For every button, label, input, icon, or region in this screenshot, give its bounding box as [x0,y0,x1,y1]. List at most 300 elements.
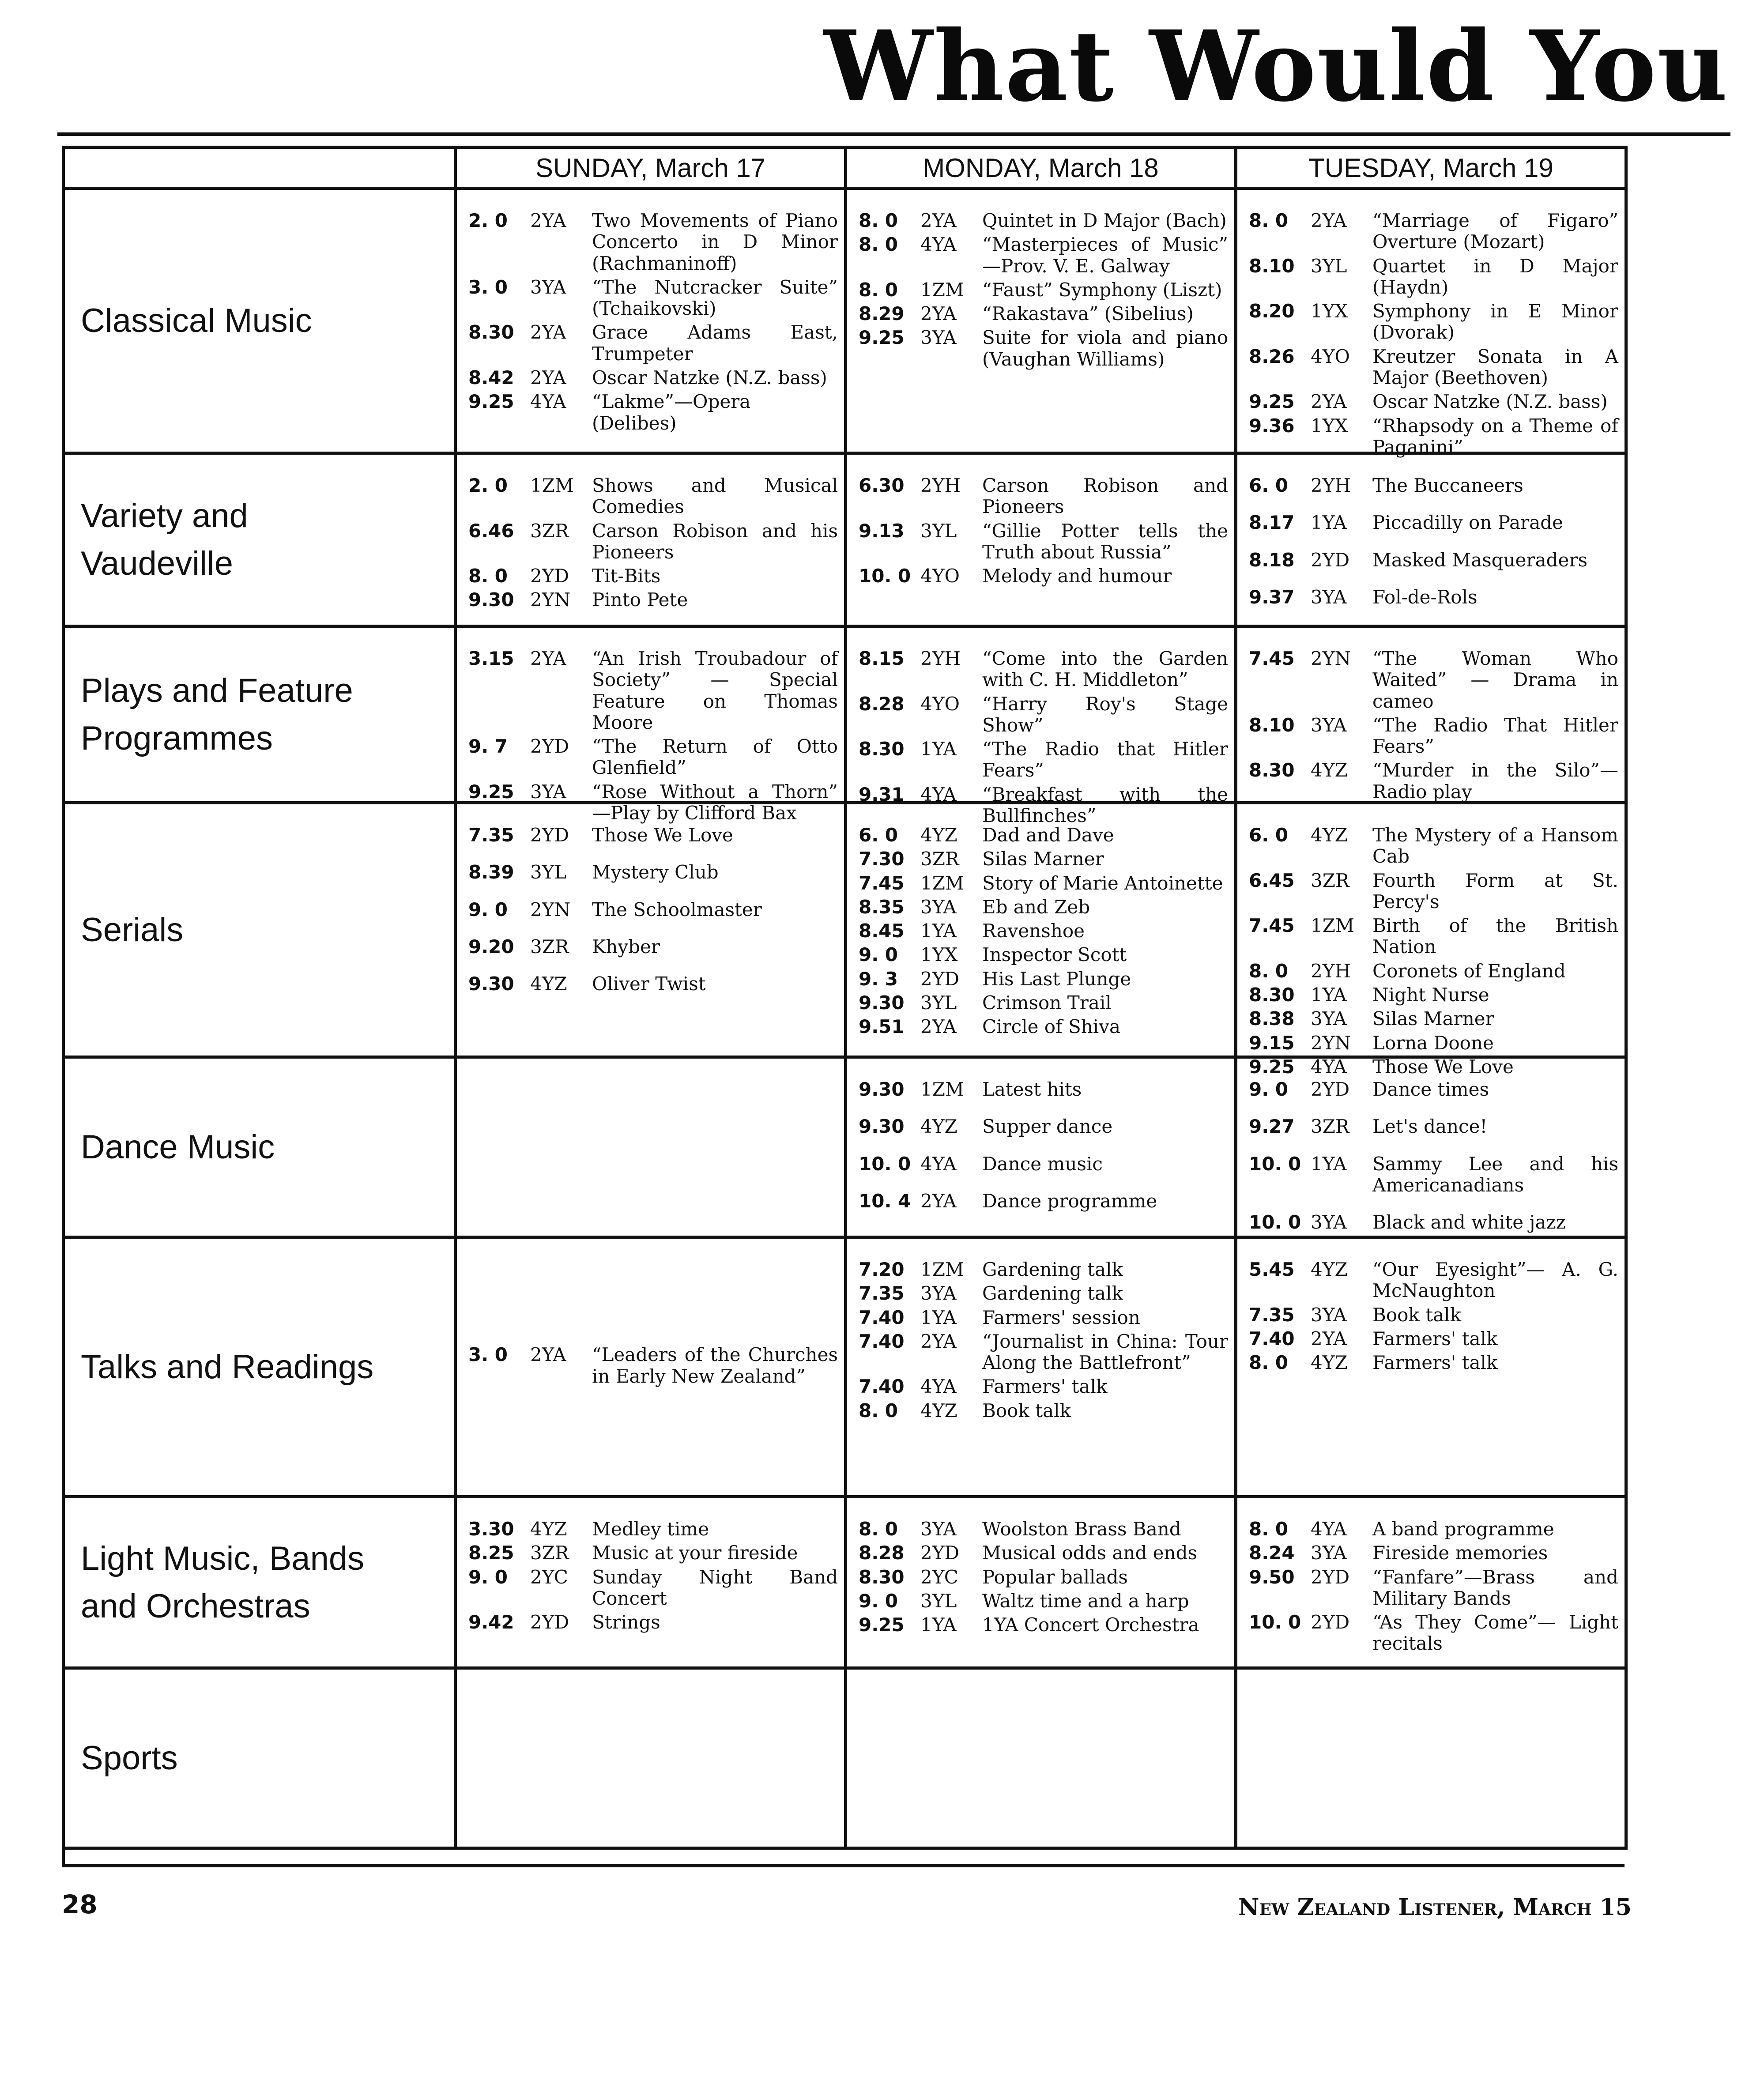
programme-entry [1249,1079,1618,1100]
programme-title: Let's dance! [1372,1116,1488,1138]
broadcast-time: 8.30 [1249,759,1295,781]
station-callsign: 3YA [1311,1008,1347,1030]
station-callsign: 3YA [920,1518,957,1540]
station-callsign: 4YA [920,234,957,256]
programme-title: Fireside memories [1372,1542,1548,1564]
station-callsign: 2YN [530,898,571,920]
station-callsign: 2YA [1311,210,1347,231]
broadcast-time: 8.17 [1249,512,1295,534]
broadcast-time: 9.30 [468,589,514,611]
broadcast-time: 6. 0 [859,824,898,846]
programme-cell [457,628,847,824]
programme-entry [1249,475,1618,496]
programme-cell [847,804,1237,1059]
station-callsign: 2YD [920,1542,960,1564]
programme-title: “Harry Roy's Stage Show” [982,693,1228,736]
station-callsign: 3YL [920,520,957,542]
station-callsign: 1YX [1311,415,1348,437]
programme-entry [859,897,1228,918]
programme-entry [859,944,1228,965]
programme-entry [1249,1033,1618,1054]
programme-title: Fourth Form at St. Percy's [1372,869,1618,912]
category-text: Light Music, Bands and Orchestras [81,1539,365,1625]
programme-entry [468,1344,838,1387]
programme-entry [1249,984,1618,1006]
category-text: Dance Music [81,1128,275,1166]
programme-title: Black and white jazz [1372,1211,1566,1233]
broadcast-time: 9.25 [468,780,514,803]
station-callsign: 2YN [530,589,571,611]
station-callsign: 3YL [530,861,567,883]
broadcast-time: 6.46 [468,520,514,542]
broadcast-time: 9.20 [468,935,514,958]
broadcast-time: 6.30 [859,475,905,496]
broadcast-time: 9.37 [1249,586,1295,608]
broadcast-time: 8. 0 [859,1518,898,1540]
programme-entry [859,920,1228,942]
station-callsign: 3YL [1311,255,1347,277]
station-callsign: 1YA [920,738,957,760]
station-callsign: 3ZR [1311,869,1349,891]
broadcast-time: 8. 0 [859,1399,898,1421]
broadcast-time: 9.27 [1249,1116,1295,1138]
broadcast-time: 9. 0 [468,898,508,920]
category-label [65,455,457,628]
programme-entry [468,565,838,587]
broadcast-time: 8.30 [859,1566,905,1588]
category-text: Serials [81,911,184,949]
broadcast-time: 8.15 [859,648,905,669]
programme-entry [1249,1519,1618,1540]
programme-entry [859,873,1228,894]
broadcast-time: 7.40 [1249,1327,1295,1350]
programme-title: “Masterpieces of Music” —Prov. V. E. Galway [982,234,1228,277]
programme-title: Masked Masqueraders [1372,549,1588,571]
programme-entry [1249,1304,1618,1326]
programme-entry [1249,1567,1618,1610]
programme-title: Shows and Musical Comedies [592,475,838,518]
header-rule [57,132,1730,136]
broadcast-time: 9.30 [859,1116,905,1138]
programme-title: Oliver Twist [592,973,706,995]
programme-entry [1249,1212,1618,1233]
station-callsign: 3YA [530,276,566,298]
programme-cell [457,190,847,455]
station-callsign: 4YO [920,693,960,715]
broadcast-time: 9.25 [859,327,905,349]
programme-entry [468,1612,838,1633]
programme-entry [1249,1116,1618,1137]
station-callsign: 2YD [1311,1611,1350,1633]
programme-entry [859,1400,1228,1421]
broadcast-time: 9. 7 [468,735,508,758]
programme-entry [859,1591,1228,1612]
programme-title: “The Radio That Hitler Fears” [1372,714,1618,758]
broadcast-time: 9.25 [859,1614,905,1636]
station-callsign: 4YA [1311,1056,1347,1078]
station-callsign: 4YZ [920,824,957,846]
station-callsign: 2YD [1311,1078,1350,1100]
programme-entry [859,303,1228,324]
programme-entry [859,1307,1228,1328]
programme-title: Khyber [592,935,660,958]
broadcast-time: 8.45 [859,920,905,942]
broadcast-time: 7.30 [859,848,905,870]
programme-title: “Faust” Symphony (Liszt) [982,279,1222,301]
broadcast-time: 8.24 [1249,1542,1295,1564]
programme-cell [457,1498,847,1670]
programme-cell [847,1239,1237,1498]
broadcast-time: 3. 0 [468,1344,508,1366]
station-callsign: 1ZM [530,475,574,496]
programme-title: Musical odds and ends [982,1542,1198,1564]
programme-entry [1249,870,1618,913]
programme-title: Inspector Scott [982,944,1127,966]
station-callsign: 2YA [1311,1327,1347,1350]
programme-title: Farmers' talk [982,1376,1108,1398]
station-callsign: 3ZR [1311,1116,1349,1138]
programme-entry [859,565,1228,587]
programme-entry [859,475,1228,518]
programme-title: “Rose Without a Thorn” —Play by Clifford Bax [592,780,838,824]
station-callsign: 4YA [920,1376,957,1398]
station-callsign: 3YA [1311,1211,1347,1233]
broadcast-time: 3.30 [468,1518,514,1540]
station-callsign: 4YZ [530,1518,567,1540]
broadcast-time: 9. 0 [859,944,898,966]
programme-title: Music at your fireside [592,1542,798,1564]
programme-title: His Last Plunge [982,968,1131,990]
programme-title: Medley time [592,1518,709,1540]
programme-entry [859,1259,1228,1280]
programme-title: Suite for viola and piano (Vaughan Williams) [982,327,1228,370]
station-callsign: 2YA [920,1190,957,1212]
programme-entry [859,1016,1228,1037]
programme-entry [468,367,838,388]
programme-entry [468,1542,838,1564]
programme-cell [847,190,1237,455]
programme-title: Those We Love [1372,1056,1514,1078]
station-callsign: 2YC [920,1566,958,1588]
broadcast-time: 9. 0 [1249,1078,1289,1100]
station-callsign: 1YX [1311,300,1348,322]
programme-title: Symphony in E Minor (Dvorak) [1372,300,1618,343]
programme-cell [1237,455,1628,628]
programme-title: Carson Robison and his Pioneers [592,520,838,563]
station-callsign: 4YZ [920,1116,957,1138]
station-callsign: 4YZ [1311,1259,1348,1280]
broadcast-time: 10. 0 [1249,1153,1301,1175]
programme-entry [468,973,838,995]
broadcast-time: 6.45 [1249,869,1295,891]
station-callsign: 1YA [1311,1153,1347,1175]
broadcast-time: 8.25 [468,1542,514,1564]
programme-title: Pinto Pete [592,589,688,611]
broadcast-time: 9.13 [859,520,905,542]
programme-title: “The Nutcracker Suite” (Tchaikovski) [592,276,838,320]
station-callsign: 1ZM [920,1259,964,1280]
programme-entry [859,848,1228,870]
category-label [65,1239,457,1498]
programme-title: “Fanfare”—Brass and Military Bands [1372,1566,1618,1609]
programme-title: “Lakme”—Opera (Delibes) [592,391,751,434]
broadcast-time: 9.42 [468,1611,514,1633]
category-label [65,1670,457,1850]
station-callsign: 4YZ [530,973,567,995]
programme-title: Sunday Night Band Concert [592,1566,838,1609]
station-callsign: 2YA [530,367,566,389]
programme-title: Woolston Brass Band [982,1518,1181,1540]
header-corner [65,146,457,190]
programme-entry [1249,1328,1618,1350]
programme-title: Popular ballads [982,1566,1128,1588]
programme-entry [468,899,838,920]
programme-title: A band programme [1372,1518,1554,1540]
programme-title: Quintet in D Major (Bach) [982,210,1227,231]
broadcast-time: 9. 0 [859,1590,898,1612]
broadcast-time: 8. 0 [859,234,898,256]
programme-title: Those We Love [592,824,733,846]
programme-title: Farmers' talk [1372,1352,1498,1374]
broadcast-time: 10. 0 [1249,1611,1301,1633]
station-callsign: 3ZR [530,935,569,958]
station-callsign: 2YN [1311,648,1351,669]
broadcast-time: 8. 0 [468,565,508,587]
broadcast-time: 9.30 [859,992,905,1014]
station-callsign: 1ZM [920,1078,964,1100]
programme-title: Crimson Trail [982,992,1112,1014]
broadcast-time: 3.15 [468,648,514,669]
programme-entry [468,277,838,320]
station-callsign: 2YD [530,565,569,587]
programme-entry [1249,1612,1618,1655]
station-callsign: 3ZR [530,1542,569,1564]
broadcast-time: 7.40 [859,1330,905,1352]
station-callsign: 4YA [530,391,566,413]
station-callsign: 1ZM [1311,915,1354,937]
programme-entry [1249,648,1618,712]
station-callsign: 2YC [530,1566,568,1588]
programme-title: “The Return of Otto Glenfield” [592,735,838,779]
programme-title: “The Radio that Hitler Fears” [982,738,1228,781]
programme-entry [1249,210,1618,253]
programme-title: Birth of the British Nation [1372,915,1618,958]
programme-title: Grace Adams East, Trumpeter [592,321,838,365]
station-callsign: 2YH [1311,475,1351,496]
broadcast-time: 8.42 [468,367,514,389]
broadcast-time: 9.25 [1249,391,1295,413]
programme-entry [1249,1154,1618,1196]
programme-title: Melody and humour [982,565,1172,587]
programme-title: Coronets of England [1372,960,1566,982]
station-callsign: 3ZR [920,848,959,870]
station-callsign: 4YA [1311,1518,1347,1540]
broadcast-time: 8.38 [1249,1008,1295,1030]
programme-entry [1249,715,1618,758]
station-callsign: 2YD [1311,549,1350,571]
broadcast-time: 9.25 [468,391,514,413]
station-callsign: 2YH [920,648,961,669]
station-callsign: 4YZ [1311,1352,1348,1374]
station-callsign: 2YD [530,1611,569,1633]
category-text: Classical Music [81,302,312,339]
programme-title: “Gillie Potter tells the Truth about Russia” [982,520,1228,563]
broadcast-time: 8.39 [468,861,514,883]
category-label [65,1059,457,1239]
programme-cell [457,1239,847,1498]
programme-entry [1249,1008,1618,1029]
category-text: Sports [81,1739,178,1777]
programme-grid [62,146,1625,1867]
programme-title: Night Nurse [1372,984,1489,1006]
programme-entry [1249,1259,1618,1302]
programme-cell [1237,628,1628,804]
programme-title: Circle of Shiva [982,1016,1121,1038]
broadcast-time: 8. 0 [1249,210,1289,231]
programme-entry [1249,550,1618,571]
category-label [65,190,457,455]
programme-entry [468,862,838,883]
station-callsign: 2YD [920,968,960,990]
programme-title: Farmers' talk [1372,1327,1498,1350]
programme-title: Ravenshoe [982,920,1085,942]
station-callsign: 2YD [1311,1566,1350,1588]
programme-title: “Rhapsody on a Theme of Paganini” [1372,415,1618,458]
programme-title: Kreutzer Sonata in A Major (Beethoven) [1372,345,1618,389]
programme-entry [468,1519,838,1540]
programme-entry [859,1116,1228,1137]
programme-entry [1249,915,1618,958]
programme-title: “Breakfast with the Bullfinches” [982,783,1228,827]
programme-title: Quartet in D Major (Haydn) [1372,255,1618,298]
programme-title: Oscar Natzke (N.Z. bass) [1372,391,1608,413]
programme-cell [1237,1670,1628,1850]
programme-title: Gardening talk [982,1282,1123,1304]
station-callsign: 2YA [920,1016,957,1038]
programme-cell [457,804,847,1059]
programme-title: The Buccaneers [1372,475,1523,496]
broadcast-time: 7.35 [468,824,514,846]
station-callsign: 1YX [920,944,958,966]
programme-entry [468,589,838,611]
programme-entry [859,520,1228,563]
broadcast-time: 7.40 [859,1376,905,1398]
broadcast-time: 8. 0 [1249,1352,1289,1374]
programme-title: Two Movements of Piano Concerto in D Minor (Rachmaninoff) [592,210,838,274]
programme-entry [859,825,1228,846]
station-callsign: 4YZ [1311,759,1348,781]
programme-entry [859,694,1228,736]
station-callsign: 1YA [920,1614,957,1636]
station-callsign: 3YL [920,1590,957,1612]
programme-entry [859,1519,1228,1540]
programme-title: “As They Come”— Light recitals [1372,1611,1618,1655]
broadcast-time: 9.25 [1249,1056,1295,1078]
programme-entry [1249,825,1618,867]
programme-entry [859,279,1228,301]
programme-entry [859,1614,1228,1636]
programme-cell [1237,190,1628,458]
programme-title: Fol-de-Rols [1372,586,1478,608]
publication-line: New Zealand Listener, March 15 [1238,1894,1632,1921]
station-callsign: 4YZ [1311,824,1348,846]
programme-title: Silas Marner [982,848,1104,870]
broadcast-time: 8.10 [1249,255,1295,277]
programme-title: Farmers' session [982,1306,1140,1328]
broadcast-time: 7.35 [859,1282,905,1304]
programme-entry [1249,1542,1618,1564]
broadcast-time: 10. 0 [859,1153,911,1175]
station-callsign: 1YA [1311,984,1347,1006]
programme-title: Sammy Lee and his Americanadians [1372,1153,1618,1196]
broadcast-time: 8.28 [859,1542,905,1564]
broadcast-time: 8. 0 [859,279,898,301]
programme-entry [859,1567,1228,1588]
station-callsign: 4YO [920,565,960,587]
programme-title: Story of Marie Antoinette [982,872,1223,894]
programme-title: Dance programme [982,1190,1157,1212]
broadcast-time: 6. 0 [1249,475,1289,496]
programme-cell [1237,1498,1628,1670]
programme-cell [847,455,1237,628]
station-callsign: 2YA [530,648,566,669]
programme-cell [1237,804,1628,1078]
programme-title: Supper dance [982,1116,1113,1138]
station-callsign: 3YL [920,992,957,1014]
programme-entry [468,825,838,846]
programme-title: The Mystery of a Hansom Cab [1372,824,1618,867]
programme-entry [468,520,838,563]
programme-entry [859,1283,1228,1304]
programme-cell [847,628,1237,827]
broadcast-time: 10. 0 [859,565,911,587]
station-callsign: 4YA [920,1153,957,1175]
programme-title: Waltz time and a harp [982,1590,1189,1612]
station-callsign: 3YA [530,780,566,803]
programme-title: The Schoolmaster [592,898,762,920]
programme-entry [859,1191,1228,1212]
programme-entry [859,210,1228,231]
programme-cell [847,1670,1237,1850]
broadcast-time: 9. 0 [468,1566,508,1588]
broadcast-time: 8.26 [1249,345,1295,367]
programme-entry [859,969,1228,990]
broadcast-time: 8.28 [859,693,905,715]
station-callsign: 3YA [920,327,957,349]
programme-cell [1237,1059,1628,1239]
programme-title: “Marriage of Figaro” Overture (Mozart) [1372,210,1618,253]
programme-entry [859,1542,1228,1564]
broadcast-time: 9.50 [1249,1566,1295,1588]
broadcast-time: 2. 0 [468,210,508,231]
programme-title: Gardening talk [982,1259,1123,1280]
broadcast-time: 10. 0 [1249,1211,1301,1233]
station-callsign: 2YA [920,1330,957,1352]
day-header: SUNDAY, March 17 [457,146,847,190]
programme-entry [1249,512,1618,533]
programme-entry [1249,1352,1618,1373]
programme-entry [859,234,1228,277]
broadcast-time: 7.20 [859,1259,905,1280]
broadcast-time: 9.51 [859,1016,905,1038]
station-callsign: 3YA [1311,1304,1347,1326]
programme-entry [1249,391,1618,412]
programme-title: Mystery Club [592,861,719,883]
programme-entry [468,1567,838,1610]
station-callsign: 3ZR [530,520,569,542]
programme-entry [859,1331,1228,1374]
programme-title: Book talk [982,1399,1071,1421]
